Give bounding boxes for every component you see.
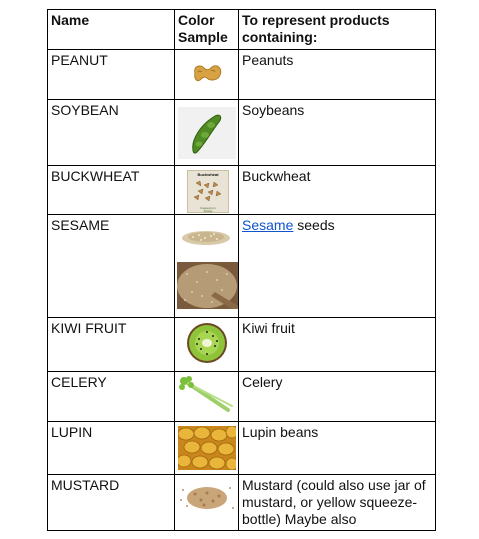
soybean-pod-icon xyxy=(189,110,223,154)
table-row xyxy=(48,475,436,531)
color-sample-cell xyxy=(175,372,239,422)
sesame-spoon-photo-icon xyxy=(177,262,238,309)
row-represents: Soybeans xyxy=(239,100,436,166)
package-title: Buckwheat xyxy=(197,172,219,177)
row-name: CELERY xyxy=(48,372,175,422)
row-represents: Buckwheat xyxy=(239,166,436,215)
row-represents: Celery xyxy=(239,372,436,422)
row-represents-suffix: seeds xyxy=(293,217,335,233)
color-sample-cell xyxy=(175,50,239,100)
row-name: PEANUT xyxy=(48,50,175,100)
sesame-seeds-icon xyxy=(181,227,231,247)
header-name: Name xyxy=(48,10,175,50)
lupin-beans-icon xyxy=(178,426,236,470)
package-footer: Spøge xyxy=(203,209,213,213)
table-row xyxy=(48,100,436,166)
color-sample-cell xyxy=(175,422,239,475)
row-represents: Mustard (could also use jar of mustard, or yellow squeeze-bottle) Maybe also xyxy=(239,475,436,531)
header-color-sample: Color Sample xyxy=(175,10,239,50)
color-sample-cell xyxy=(175,166,239,215)
table-row xyxy=(48,166,436,215)
allergen-color-table xyxy=(47,9,436,531)
row-represents: Lupin beans xyxy=(239,422,436,475)
row-name: MUSTARD xyxy=(48,475,175,531)
table-row xyxy=(48,372,436,422)
package-subtitle: Fagopyrum xyxy=(200,206,216,210)
kiwi-slice-icon xyxy=(186,322,228,364)
color-sample-cell xyxy=(175,475,239,531)
celery-icon xyxy=(178,376,236,416)
table-row xyxy=(48,318,436,372)
row-represents: Peanuts xyxy=(239,50,436,100)
peanut-icon xyxy=(191,61,223,85)
row-name: SOYBEAN xyxy=(48,100,175,166)
row-name: SESAME xyxy=(48,215,175,318)
table-row xyxy=(48,215,436,318)
buckwheat-package-icon xyxy=(187,170,229,213)
sesame-link[interactable]: Sesame xyxy=(242,217,294,233)
row-name: LUPIN xyxy=(48,422,175,475)
row-name: BUCKWHEAT xyxy=(48,166,175,215)
table-row xyxy=(48,50,436,100)
row-represents xyxy=(239,215,436,318)
color-sample-cell xyxy=(175,318,239,372)
header-row xyxy=(48,10,436,50)
buckwheat-grains-icon xyxy=(188,177,228,203)
table-row xyxy=(48,422,436,475)
color-sample-cell xyxy=(175,100,239,166)
row-represents: Kiwi fruit xyxy=(239,318,436,372)
row-name: KIWI FRUIT xyxy=(48,318,175,372)
mustard-seeds-icon xyxy=(177,480,237,514)
color-sample-cell xyxy=(175,215,239,318)
header-represents: To represent products containing: xyxy=(239,10,436,50)
